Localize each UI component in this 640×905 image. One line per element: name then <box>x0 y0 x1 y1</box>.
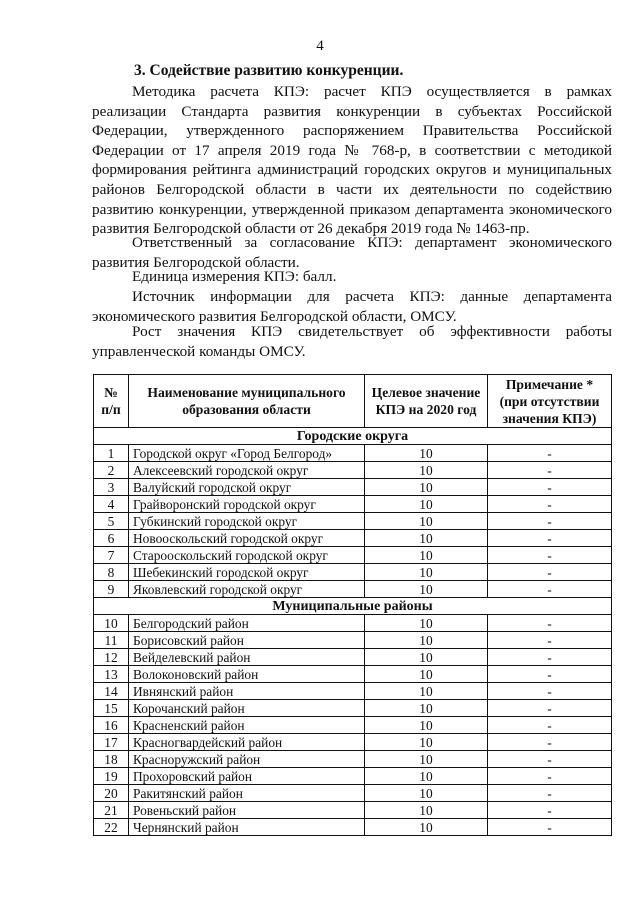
table-row <box>94 445 612 462</box>
row-name: Волоконовский район <box>129 666 365 683</box>
table-row <box>94 513 612 530</box>
header-num: № п/п <box>94 375 129 428</box>
table-row <box>94 751 612 768</box>
row-number: 7 <box>94 547 129 564</box>
methodology-paragraph: Методика расчета КПЭ: расчет КПЭ осуществляется в рамках реализации Стандарта развития конкуренции в субъектах Российской Федерации, утвержденного распоряжением Правительства Российской Федерации от 17 апреля 2019 года № 768-р, в соответствии с методикой формирования рейтинга администраций городских округов и муниципальных районов Белгородской области в части их деятельности по содействию развитию конкуренции, утвержденной приказом департамента экономического развития Белгородской области от 26 декабря 2019 года № 1463-пр. <box>92 83 612 238</box>
row-name: Губкинский городской округ <box>129 513 365 530</box>
row-note: - <box>488 666 612 683</box>
table-row <box>94 649 612 666</box>
row-name: Борисовский район <box>129 632 365 649</box>
row-note: - <box>488 530 612 547</box>
row-number: 12 <box>94 649 129 666</box>
table-row <box>94 717 612 734</box>
row-name: Красногвардейский район <box>129 734 365 751</box>
table-row <box>94 462 612 479</box>
row-number: 6 <box>94 530 129 547</box>
row-value: 10 <box>365 785 488 802</box>
row-value: 10 <box>365 666 488 683</box>
table-row <box>94 768 612 785</box>
row-name: Вейделевский район <box>129 649 365 666</box>
table-row <box>94 802 612 819</box>
row-value: 10 <box>365 445 488 462</box>
row-name: Валуйский городской округ <box>129 479 365 496</box>
header-name: Наименование муниципального образования области <box>129 375 365 428</box>
row-name: Ракитянский район <box>129 785 365 802</box>
table-row <box>94 530 612 547</box>
row-note: - <box>488 683 612 700</box>
row-value: 10 <box>365 768 488 785</box>
row-number: 5 <box>94 513 129 530</box>
row-number: 14 <box>94 683 129 700</box>
table-row <box>94 581 612 598</box>
row-name: Корочанский район <box>129 700 365 717</box>
row-note: - <box>488 547 612 564</box>
row-note: - <box>488 615 612 632</box>
page-number: 4 <box>316 38 324 54</box>
table-row <box>94 632 612 649</box>
row-value: 10 <box>365 530 488 547</box>
table-group-row <box>94 598 612 615</box>
row-number: 17 <box>94 734 129 751</box>
row-number: 16 <box>94 717 129 734</box>
row-value: 10 <box>365 564 488 581</box>
row-value: 10 <box>365 802 488 819</box>
table-row <box>94 700 612 717</box>
row-value: 10 <box>365 734 488 751</box>
header-value: Целевое значение КПЭ на 2020 год <box>365 375 488 428</box>
row-value: 10 <box>365 683 488 700</box>
row-value: 10 <box>365 581 488 598</box>
row-value: 10 <box>365 462 488 479</box>
row-number: 2 <box>94 462 129 479</box>
row-note: - <box>488 581 612 598</box>
row-name: Прохоровский район <box>129 768 365 785</box>
responsible-paragraph: Ответственный за согласование КПЭ: департамент экономического развития Белгородской области. <box>92 234 612 271</box>
table-row <box>94 683 612 700</box>
row-note: - <box>488 785 612 802</box>
row-value: 10 <box>365 717 488 734</box>
row-name: Белгородский район <box>129 615 365 632</box>
row-name: Красненский район <box>129 717 365 734</box>
row-note: - <box>488 734 612 751</box>
row-number: 1 <box>94 445 129 462</box>
table-row <box>94 666 612 683</box>
row-note: - <box>488 819 612 836</box>
row-number: 15 <box>94 700 129 717</box>
row-value: 10 <box>365 479 488 496</box>
row-number: 4 <box>94 496 129 513</box>
row-value: 10 <box>365 700 488 717</box>
table-row <box>94 615 612 632</box>
row-number: 20 <box>94 785 129 802</box>
row-number: 21 <box>94 802 129 819</box>
table-group-row <box>94 428 612 445</box>
row-note: - <box>488 496 612 513</box>
row-note: - <box>488 768 612 785</box>
row-number: 11 <box>94 632 129 649</box>
row-number: 3 <box>94 479 129 496</box>
header-note: Примечание * (при отсутствии значения КПЭ) <box>488 375 612 428</box>
row-number: 9 <box>94 581 129 598</box>
row-value: 10 <box>365 547 488 564</box>
growth-paragraph: Рост значения КПЭ свидетельствует об эффективности работы управленческой команды ОМСУ. <box>92 323 612 360</box>
table-row <box>94 496 612 513</box>
row-value: 10 <box>365 751 488 768</box>
row-number: 13 <box>94 666 129 683</box>
group-title: Муниципальные районы <box>94 598 612 615</box>
row-name: Ивнянский район <box>129 683 365 700</box>
table-row <box>94 479 612 496</box>
row-number: 18 <box>94 751 129 768</box>
row-note: - <box>488 649 612 666</box>
section-title: 3. Содействие развитию конкуренции. <box>134 62 404 79</box>
row-name: Красноружский район <box>129 751 365 768</box>
row-note: - <box>488 513 612 530</box>
row-note: - <box>488 717 612 734</box>
row-number: 10 <box>94 615 129 632</box>
table-row <box>94 564 612 581</box>
table-row <box>94 547 612 564</box>
row-value: 10 <box>365 819 488 836</box>
table-body <box>94 428 612 836</box>
row-note: - <box>488 802 612 819</box>
row-note: - <box>488 445 612 462</box>
row-name: Алексеевский городской округ <box>129 462 365 479</box>
row-name: Старооскольский городской округ <box>129 547 365 564</box>
row-value: 10 <box>365 496 488 513</box>
row-note: - <box>488 632 612 649</box>
row-name: Чернянский район <box>129 819 365 836</box>
table-header-row <box>94 375 612 428</box>
row-value: 10 <box>365 649 488 666</box>
row-note: - <box>488 479 612 496</box>
row-name: Шебекинский городской округ <box>129 564 365 581</box>
row-value: 10 <box>365 513 488 530</box>
row-name: Городской округ «Город Белгород» <box>129 445 365 462</box>
table-row <box>94 819 612 836</box>
row-name: Новооскольский городской округ <box>129 530 365 547</box>
row-name: Грайворонский городской округ <box>129 496 365 513</box>
row-value: 10 <box>365 615 488 632</box>
row-note: - <box>488 564 612 581</box>
group-title: Городские округа <box>94 428 612 445</box>
row-name: Ровеньский район <box>129 802 365 819</box>
row-note: - <box>488 700 612 717</box>
kpe-table <box>93 374 612 836</box>
row-name: Яковлевский городской округ <box>129 581 365 598</box>
unit-paragraph: Единица измерения КПЭ: балл. <box>132 268 337 285</box>
row-number: 8 <box>94 564 129 581</box>
row-number: 19 <box>94 768 129 785</box>
row-value: 10 <box>365 632 488 649</box>
row-number: 22 <box>94 819 129 836</box>
row-note: - <box>488 462 612 479</box>
row-note: - <box>488 751 612 768</box>
source-paragraph: Источник информации для расчета КПЭ: данные департамента экономического развития Белгородской области, ОМСУ. <box>92 288 612 325</box>
table-row <box>94 785 612 802</box>
table-row <box>94 734 612 751</box>
